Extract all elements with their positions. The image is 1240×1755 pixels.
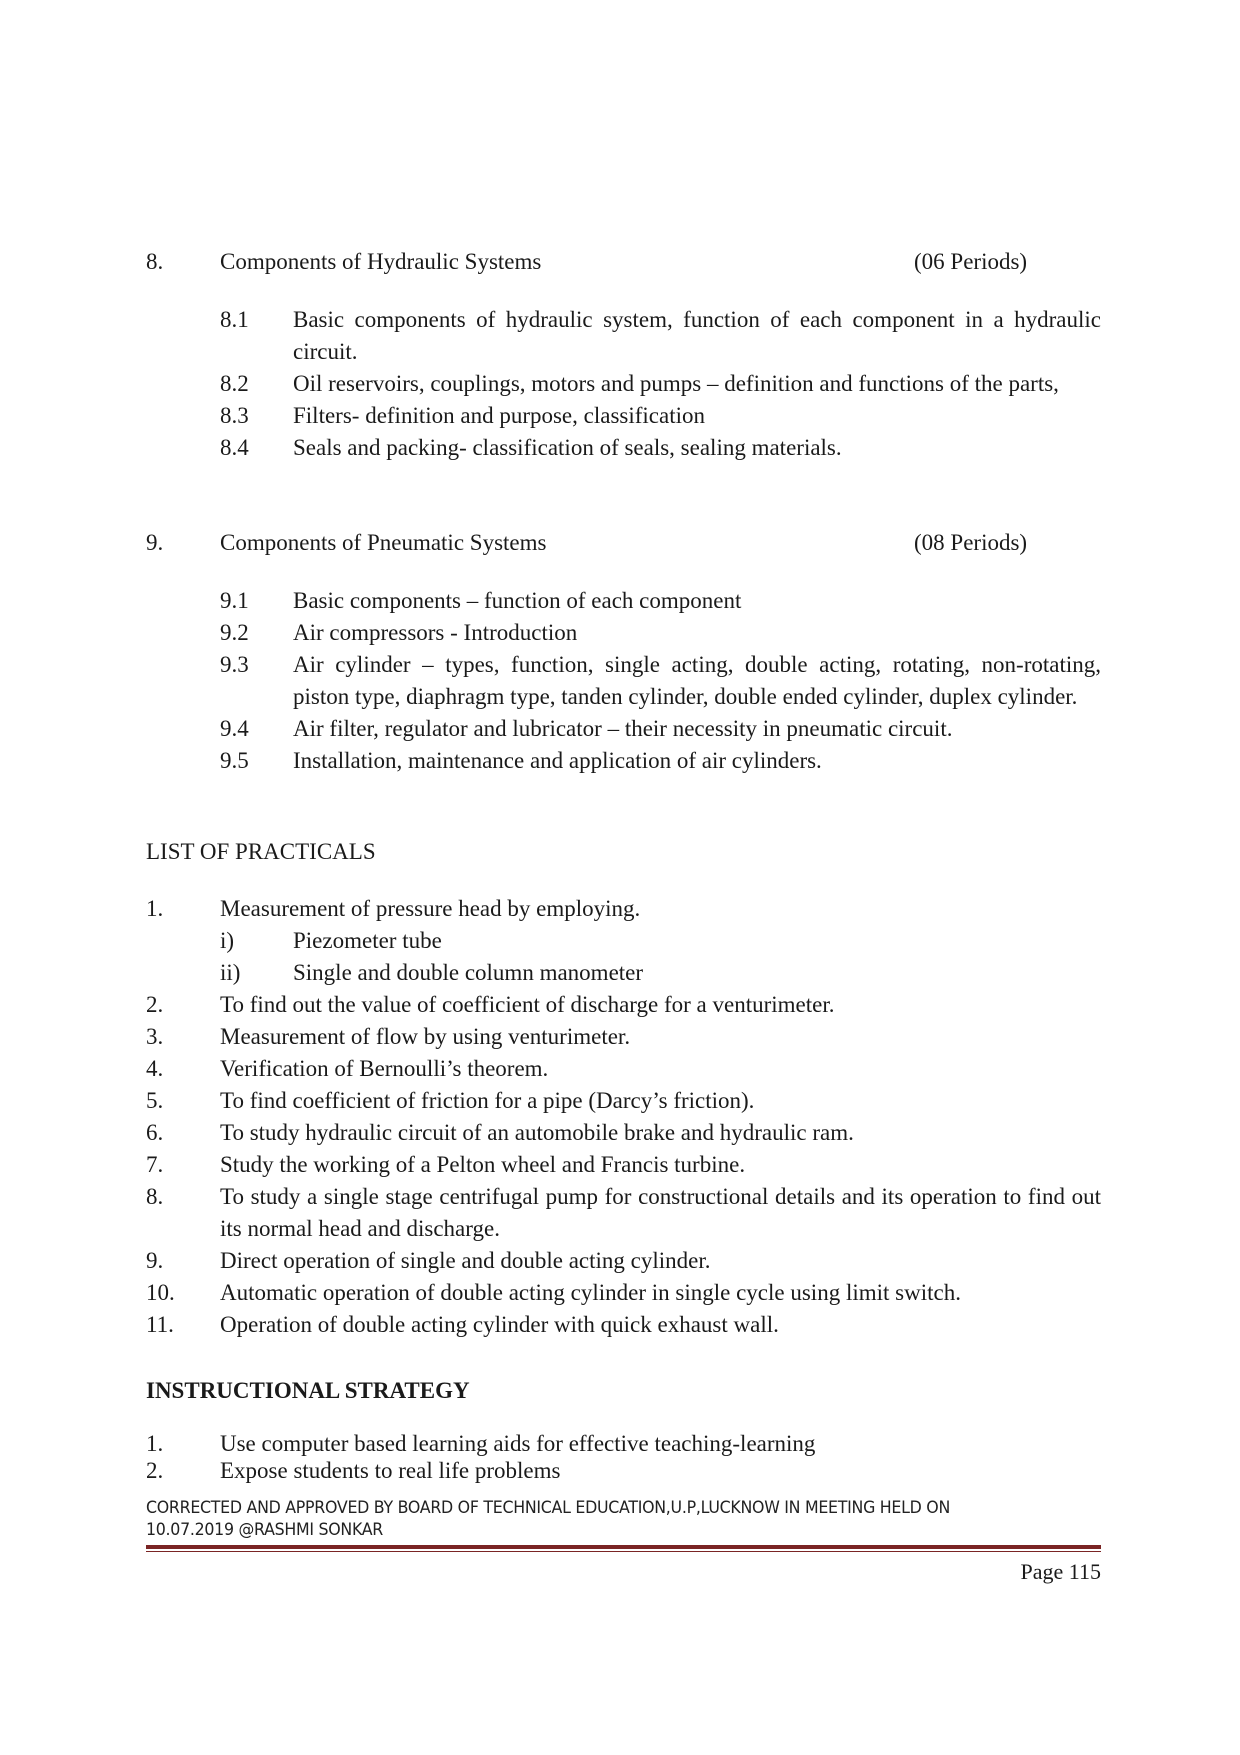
unit-8-subtopics	[220, 304, 1101, 464]
item-text: To find out the value of coefficient of discharge for a venturimeter.	[220, 992, 835, 1017]
subtopic-number: 8.1	[220, 307, 249, 332]
practicals-heading: LIST OF PRACTICALS	[146, 839, 376, 864]
list-item	[146, 1053, 1101, 1085]
footer-note	[146, 1497, 1034, 1541]
item-number: 10.	[146, 1280, 175, 1305]
list-item	[146, 1117, 1101, 1149]
footer-divider-thin	[146, 1551, 1101, 1552]
practicals-list	[146, 893, 1101, 1341]
subtopic-text: Filters- definition and purpose, classification	[293, 403, 705, 428]
list-item	[146, 989, 1101, 1021]
item-number: 4.	[146, 1056, 164, 1081]
item-number: 2.	[146, 992, 164, 1017]
item-text: Operation of double acting cylinder with quick exhaust wall.	[220, 1312, 779, 1337]
sub-item-text: Single and double column manometer	[293, 960, 644, 985]
list-item	[146, 1277, 1101, 1309]
item-text: Expose students to real life problems	[220, 1458, 561, 1483]
subtopic-text: Basic components of hydraulic system, function of each component in a hydraulic circuit.	[293, 307, 1101, 364]
list-item	[146, 1245, 1101, 1277]
item-number: 6.	[146, 1120, 164, 1145]
item-text: Verification of Bernoulli’s theorem.	[220, 1056, 549, 1081]
item-number: 9.	[146, 1248, 164, 1273]
unit-periods: (08 Periods)	[914, 530, 1028, 555]
subtopic	[220, 713, 1101, 745]
subtopic-number: 9.2	[220, 620, 249, 645]
item-text: Use computer based learning aids for effective teaching-learning	[220, 1431, 816, 1456]
item-text: To study hydraulic circuit of an automobile brake and hydraulic ram.	[220, 1120, 854, 1145]
list-item	[146, 1085, 1101, 1117]
sub-item-number: ii)	[220, 960, 241, 985]
item-number: 8.	[146, 1184, 164, 1209]
subtopic-number: 8.4	[220, 435, 249, 460]
item-text: To find coefficient of friction for a pipe (Darcy’s friction).	[220, 1088, 755, 1113]
unit-number: 9.	[146, 530, 164, 555]
subtopic-number: 8.2	[220, 371, 249, 396]
strategy-list	[146, 1430, 1101, 1484]
item-text: To study a single stage centrifugal pump for constructional details and its operation to find out its normal head and discharge.	[220, 1184, 1101, 1241]
subtopic-text: Seals and packing- classification of seals, sealing materials.	[293, 435, 842, 460]
item-number: 1.	[146, 1431, 164, 1456]
unit-number: 8.	[146, 249, 164, 274]
subtopic	[220, 400, 1101, 432]
subtopic	[220, 585, 1101, 617]
subtopic-number: 9.3	[220, 652, 249, 677]
subtopic-text: Basic components – function of each component	[293, 588, 742, 613]
item-text: Measurement of pressure head by employing.	[220, 896, 641, 921]
unit-title: Components of Pneumatic Systems	[220, 530, 547, 555]
sub-list-item	[146, 957, 1101, 989]
subtopic-text: Oil reservoirs, couplings, motors and pumps – definition and functions of the parts,	[293, 371, 1059, 396]
footer-line: 10.07.2019 @RASHMI SONKAR	[146, 1520, 384, 1540]
subtopic-text: Air compressors - Introduction	[293, 620, 578, 645]
subtopic	[220, 432, 1101, 464]
subtopic	[220, 617, 1101, 649]
list-item	[146, 1181, 1101, 1245]
list-item	[146, 1457, 1101, 1484]
unit-periods: (06 Periods)	[914, 249, 1028, 274]
subtopic	[220, 745, 1101, 777]
item-text: Measurement of flow by using venturimeter.	[220, 1024, 631, 1049]
unit-title: Components of Hydraulic Systems	[220, 249, 542, 274]
item-number: 7.	[146, 1152, 164, 1177]
subtopic-number: 9.4	[220, 716, 249, 741]
footer-line: CORRECTED AND APPROVED BY BOARD OF TECHNICAL EDUCATION,U.P,LUCKNOW IN MEETING HELD ON	[146, 1498, 950, 1518]
strategy-heading: INSTRUCTIONAL STRATEGY	[146, 1378, 470, 1403]
subtopic-number: 9.1	[220, 588, 249, 613]
list-item	[146, 893, 1101, 925]
item-text: Study the working of a Pelton wheel and Francis turbine.	[220, 1152, 746, 1177]
subtopic-text: Air filter, regulator and lubricator – their necessity in pneumatic circuit.	[293, 716, 953, 741]
sub-item-text: Piezometer tube	[293, 928, 442, 953]
list-item	[146, 1430, 1101, 1457]
item-number: 3.	[146, 1024, 164, 1049]
item-number: 1.	[146, 896, 164, 921]
unit-9-subtopics	[220, 585, 1101, 777]
list-item	[146, 1309, 1101, 1341]
subtopic-number: 9.5	[220, 748, 249, 773]
item-text: Direct operation of single and double acting cylinder.	[220, 1248, 711, 1273]
subtopic	[220, 368, 1101, 400]
list-item	[146, 1021, 1101, 1053]
sub-list-item	[146, 925, 1101, 957]
subtopic	[220, 304, 1101, 368]
subtopic-number: 8.3	[220, 403, 249, 428]
footer-divider	[146, 1545, 1101, 1549]
subtopic	[220, 649, 1101, 713]
item-number: 11.	[146, 1312, 174, 1337]
item-number: 5.	[146, 1088, 164, 1113]
sub-item-number: i)	[220, 928, 235, 953]
item-number: 2.	[146, 1458, 164, 1483]
list-item	[146, 1149, 1101, 1181]
item-text: Automatic operation of double acting cylinder in single cycle using limit switch.	[220, 1280, 961, 1305]
subtopic-text: Air cylinder – types, function, single acting, double acting, rotating, non-rotating, piston type, diaphragm type, tanden cylinder, double ended cylinder, duplex cylinder.	[293, 652, 1101, 709]
subtopic-text: Installation, maintenance and application of air cylinders.	[293, 748, 822, 773]
page-number: Page 115	[1020, 1559, 1101, 1584]
